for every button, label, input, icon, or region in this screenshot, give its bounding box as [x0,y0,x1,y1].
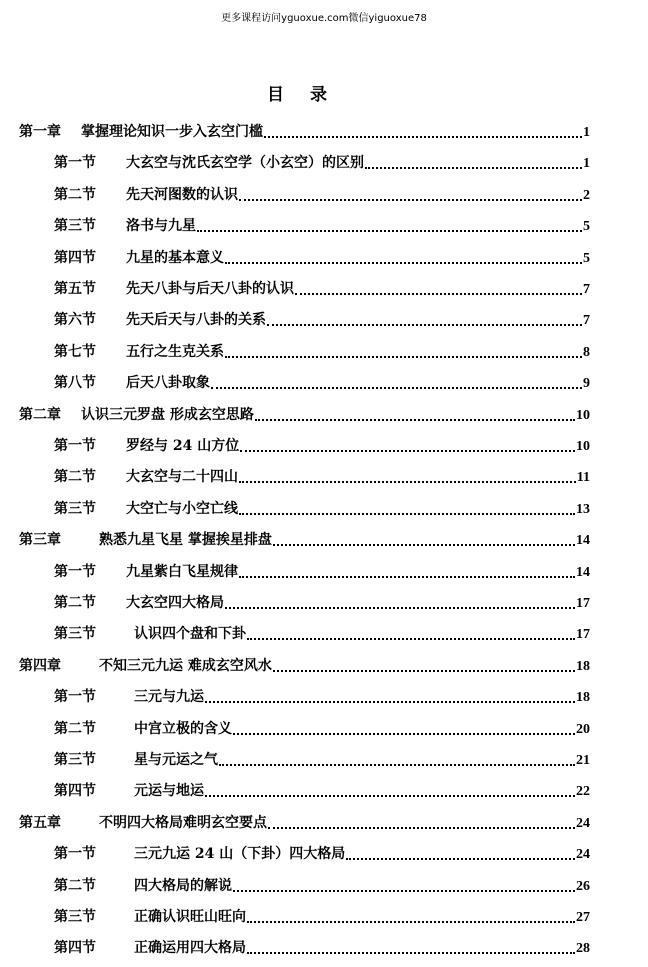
toc-section-entry[interactable] [54,267,590,298]
section-title: 九星紫白飞星规律 [126,563,238,580]
dot-leader [219,754,575,766]
dot-leader [268,817,575,829]
section-number: 第二节 [54,720,96,737]
section-number: 第一节 [54,846,96,863]
dot-leader [346,848,575,860]
dot-leader [239,189,582,201]
toc-section-entry[interactable] [54,424,590,455]
dot-leader [264,126,582,138]
toc-section-entry[interactable] [54,550,590,581]
section-title: 星与元运之气 [134,752,218,768]
dot-leader [295,283,582,295]
toc-chapter-entry[interactable] [19,518,590,549]
section-title: 后天八卦取象 [126,375,210,392]
chapter-title: 掌握理论知识一步入玄空门槛 [81,124,263,140]
toc-section-entry[interactable] [54,832,590,863]
dot-leader [239,566,575,578]
section-title: 先天河图数的认识 [126,186,238,203]
section-number: 第四节 [54,783,96,800]
section-title: 先天后天与八卦的关系 [126,312,266,329]
toc-chapter-entry[interactable] [19,644,590,675]
dot-leader [239,503,575,515]
section-title: 罗经与 24 山方位 [126,438,240,454]
section-number: 第二节 [54,595,96,611]
page-number: 11 [576,470,590,486]
section-number: 第二节 [54,186,96,203]
section-number: 第二节 [54,469,96,486]
toc-section-entry[interactable] [54,926,590,957]
toc-section-entry[interactable] [54,141,590,172]
section-number: 第三节 [54,218,96,235]
watermark-text: 更多课程访问yguoxue.com微信yiguoxue78 [221,13,427,24]
toc-section-entry[interactable] [54,864,590,895]
section-number: 第八节 [54,375,96,392]
toc-section-entry[interactable] [54,769,590,800]
section-title: 中宫立极的含义 [134,720,232,737]
page-number: 21 [576,753,590,768]
dot-leader [211,377,582,389]
toc-section-entry[interactable] [54,236,590,267]
page-number: 24 [576,815,590,831]
dot-leader [247,942,575,954]
dot-leader [273,534,575,546]
page-number: 10 [576,407,590,423]
toc-section-entry[interactable] [54,455,590,486]
chapter-title: 不知三元九运 难成玄空风水 [99,657,272,674]
chapter-number: 第一章 [19,124,61,140]
chapter-title: 不明四大格局难明玄空要点 [99,814,267,831]
toc-chapter-entry[interactable] [19,801,590,832]
page-number: 28 [576,941,590,957]
page-number: 5 [583,250,590,266]
section-title: 先天八卦与后天八卦的认识 [126,281,294,297]
toc-section-entry[interactable] [54,581,590,612]
page-number: 20 [576,721,590,737]
section-title: 认识四个盘和下卦 [134,626,246,643]
toc-section-entry[interactable] [54,330,590,361]
chapter-title: 熟悉九星飞星 掌握挨星排盘 [99,532,272,549]
dot-leader [240,440,575,452]
toc-section-entry[interactable] [54,675,590,706]
section-number: 第一节 [54,155,96,172]
dot-leader [225,597,575,609]
page-number: 18 [576,690,590,706]
section-title: 元运与地运 [134,783,204,800]
page-number: 9 [583,376,590,392]
page-number: 8 [583,344,590,360]
section-title: 九星的基本意义 [126,249,224,266]
dot-leader [233,880,575,892]
dot-leader [233,723,575,735]
page-number: 13 [576,501,590,517]
page-number: 17 [576,596,590,611]
section-title: 大玄空与沈氏玄空学（小玄空）的区别 [126,155,364,172]
page-number: 22 [576,784,590,800]
section-number: 第四节 [54,940,96,957]
section-number: 第三节 [54,500,96,517]
section-title: 三元与九运 [134,689,204,706]
page-number: 2 [583,187,590,203]
section-title: 四大格局的解说 [134,877,232,894]
section-number: 第一节 [54,689,96,706]
dot-leader [247,628,575,640]
dot-leader [267,314,582,326]
toc-section-entry[interactable] [54,204,590,235]
page-number: 17 [576,627,590,643]
dot-leader [255,409,575,421]
page-number: 24 [576,847,590,863]
toc-section-entry[interactable] [54,895,590,926]
dot-leader [225,252,582,264]
toc-section-entry[interactable] [54,612,590,643]
chapter-title: 认识三元罗盘 形成玄空思路 [81,406,254,423]
page-number: 14 [576,533,590,549]
page-number: 1 [583,156,590,172]
chapter-number: 第四章 [19,657,61,674]
page-number: 7 [583,313,590,329]
page-number: 5 [583,219,590,235]
section-number: 第一节 [54,438,96,454]
page-number: 10 [576,439,590,454]
section-number: 第三节 [54,909,96,925]
dot-leader [197,220,582,232]
section-title: 正确运用四大格局 [134,940,246,957]
section-number: 第二节 [54,877,96,894]
dot-leader [205,691,575,703]
section-number: 第七节 [54,343,96,360]
page-number: 7 [583,282,590,297]
section-title: 洛书与九星 [126,218,196,235]
page-number: 26 [576,878,590,894]
section-number: 第三节 [54,752,96,768]
chapter-number: 第三章 [19,532,61,549]
toc-chapter-entry[interactable] [19,110,590,141]
toc-chapter-entry[interactable] [19,393,590,424]
toc-section-entry[interactable] [54,298,590,329]
chapter-number: 第五章 [19,814,61,831]
toc-section-entry[interactable] [54,173,590,204]
page-number: 14 [576,564,590,580]
toc-title: 目录 [267,85,353,105]
page-number: 27 [576,910,590,925]
toc-section-entry[interactable] [54,707,590,738]
section-number: 第三节 [54,626,96,643]
dot-leader [247,911,575,923]
page-number: 18 [576,658,590,674]
section-title: 五行之生克关系 [126,343,224,360]
section-title: 三元九运 24 山（下卦）四大格局 [134,846,346,863]
toc-section-entry[interactable] [54,361,590,392]
dot-leader [225,346,582,358]
chapter-number: 第二章 [19,406,61,423]
dot-leader [239,471,576,483]
dot-leader [273,660,575,672]
section-number: 第一节 [54,563,96,580]
dot-leader [365,157,582,169]
toc-section-entry[interactable] [54,487,590,518]
dot-leader [205,785,575,797]
page-number: 1 [583,125,590,140]
section-number: 第六节 [54,312,96,329]
section-title: 大玄空与二十四山 [126,469,238,486]
section-title: 正确认识旺山旺向 [134,909,246,925]
section-number: 第五节 [54,281,96,297]
toc-section-entry[interactable] [54,738,590,769]
section-title: 大玄空四大格局 [126,595,224,611]
section-title: 大空亡与小空亡线 [126,500,238,517]
section-number: 第四节 [54,249,96,266]
